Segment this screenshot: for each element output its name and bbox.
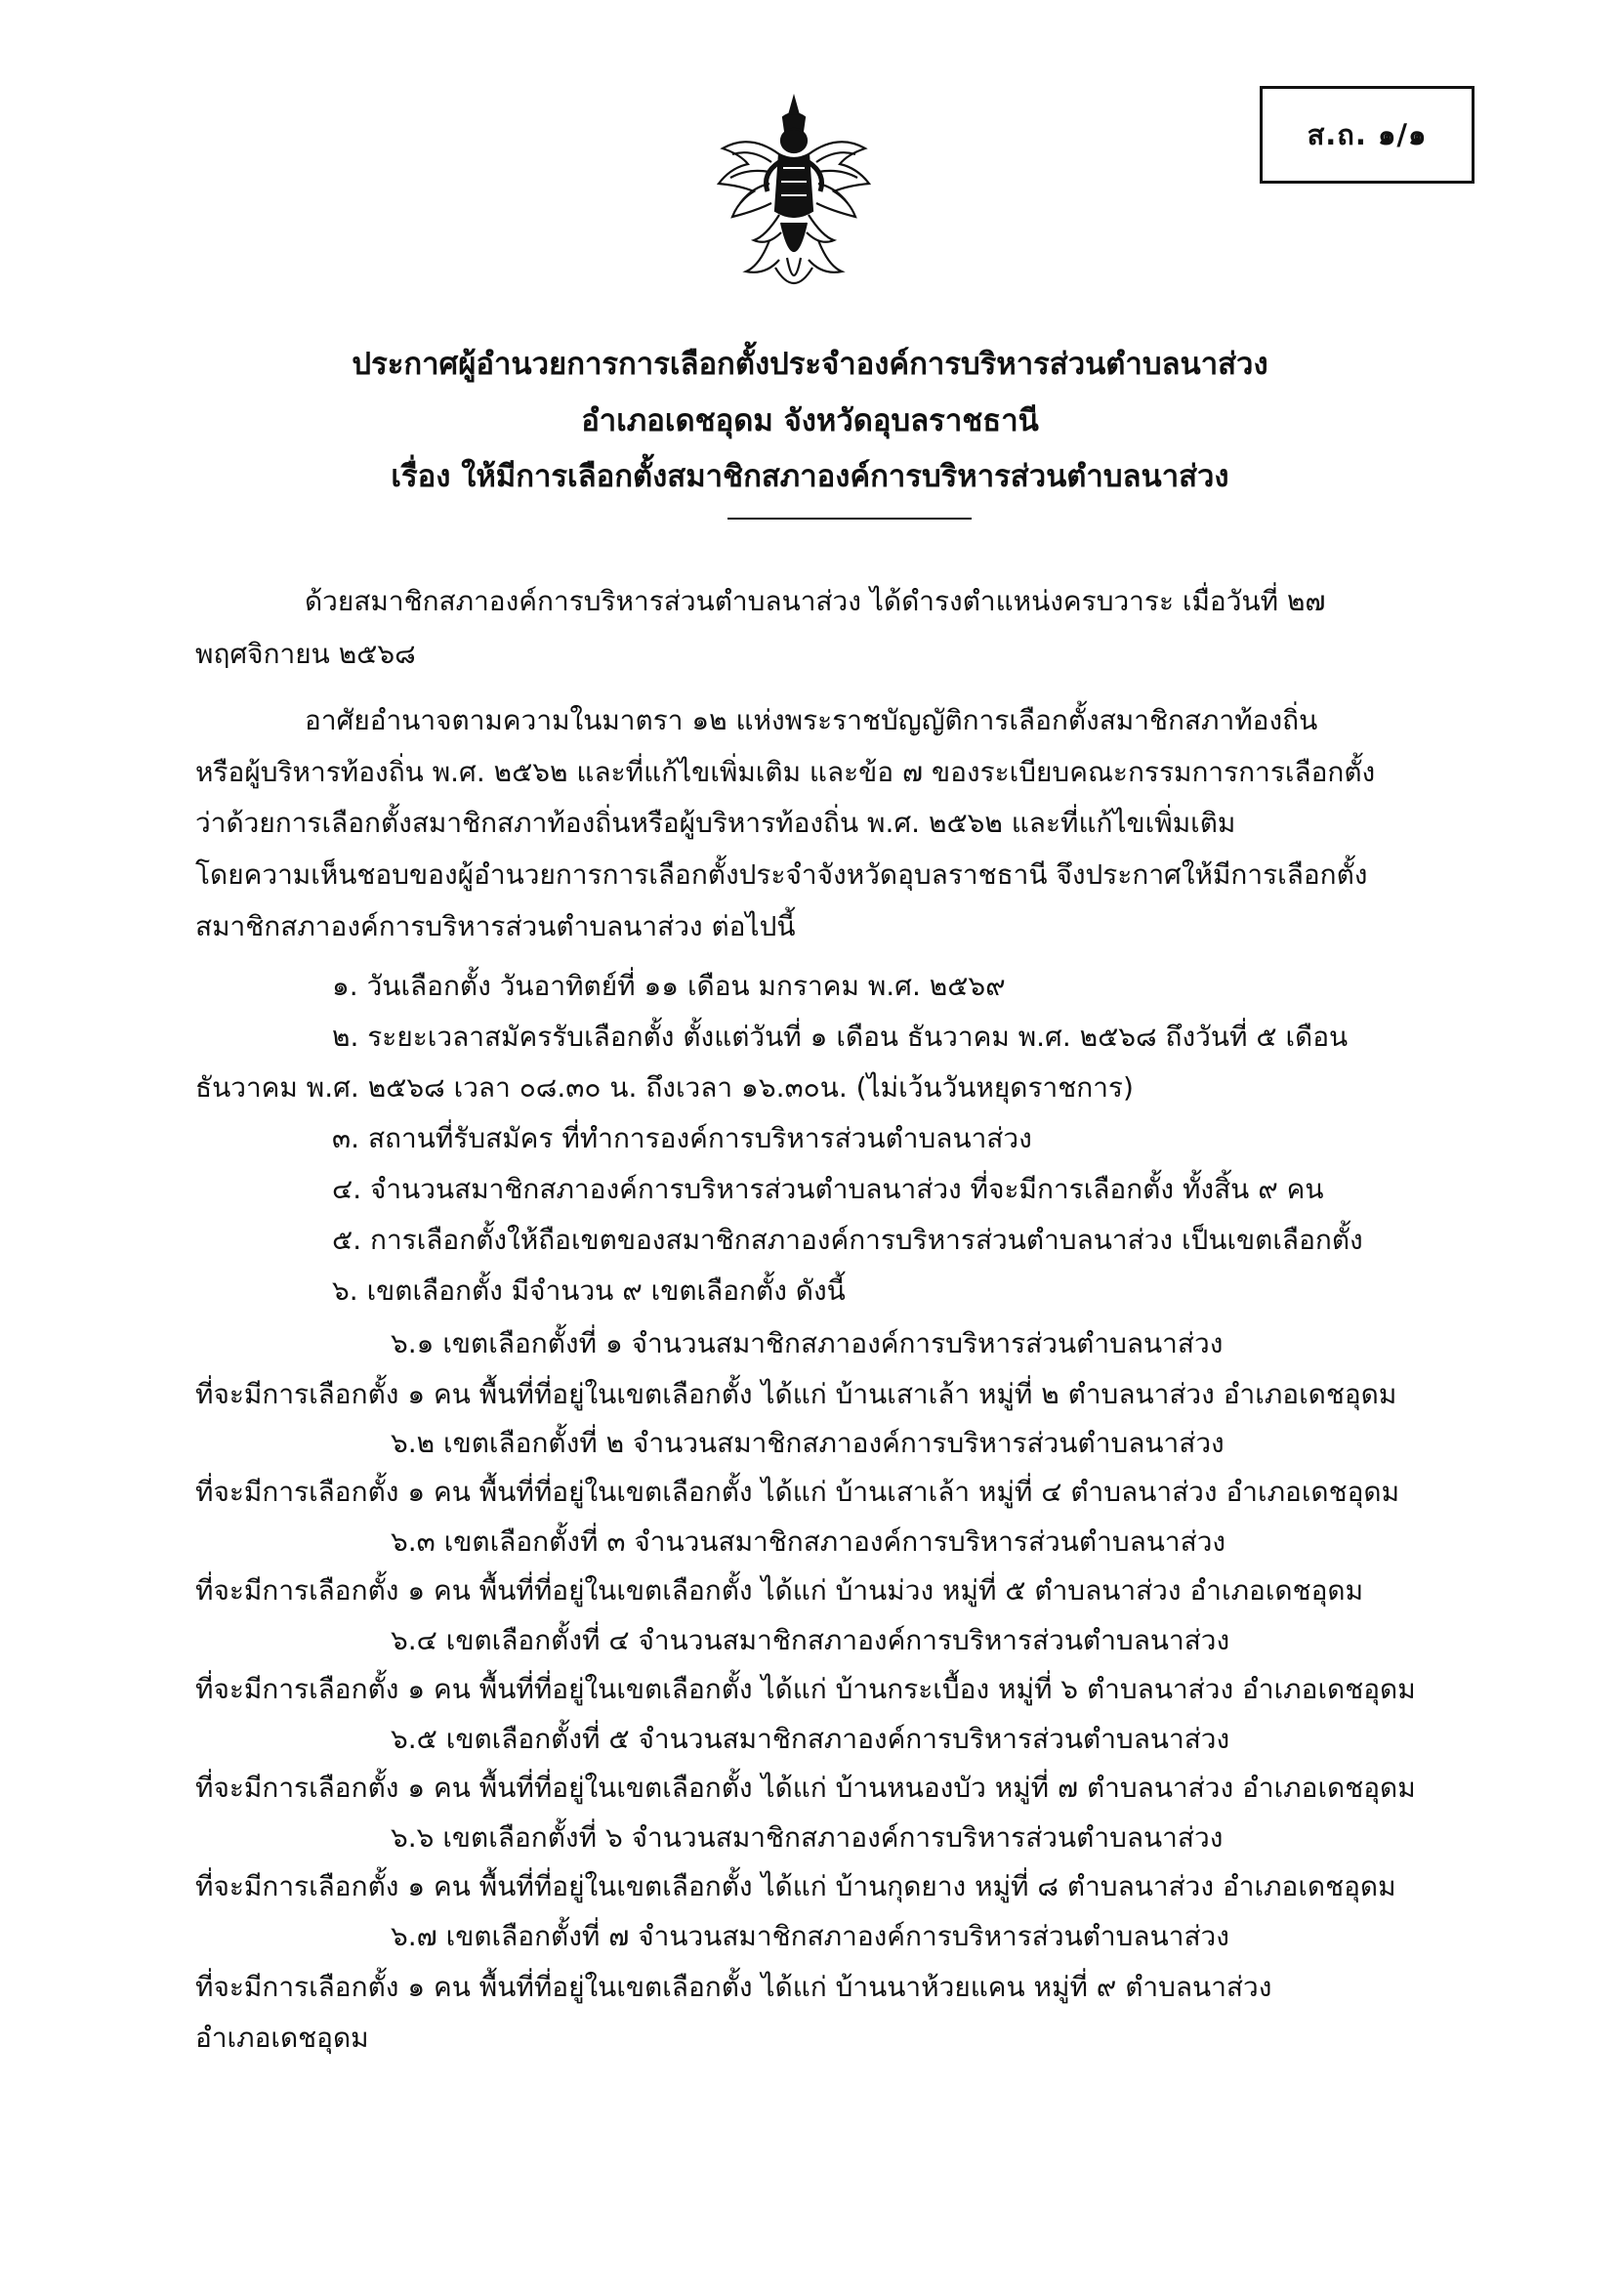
district-5-head: ๖.๕ เขตเลือกตั้งที่ ๕ จำนวนสมาชิกสภาองค์การบริหารส่วนตำบลนาส่วง (391, 1723, 1230, 1755)
para1-line-2: พฤศจิกายน ๒๕๖๘ (195, 638, 416, 670)
district-3-body: ที่จะมีการเลือกตั้ง ๑ คน พื้นที่ที่อยู่ในเขตเลือกตั้ง ได้แก่ บ้านม่วง หมู่ที่ ๕ ตำบลนาส่วง อำเภอเดชอุดม (195, 1574, 1364, 1607)
para2-line-4: โดยความเห็นชอบของผู้อำนวยการการเลือกตั้งประจำจังหวัดอุบลราชธานี จึงประกาศให้มีการเลือกตั้ง (195, 858, 1368, 891)
item-6-constituencies: ๖. เขตเลือกตั้ง มีจำนวน ๙ เขตเลือกตั้ง ดังนี้ (332, 1274, 846, 1307)
item-3-registration-place: ๓. สถานที่รับสมัคร ที่ทำการองค์การบริหารส่วนตำบลนาส่วง (332, 1122, 1032, 1154)
district-7-head: ๖.๗ เขตเลือกตั้งที่ ๗ จำนวนสมาชิกสภาองค์การบริหารส่วนตำบลนาส่วง (391, 1920, 1229, 1952)
announcement-title-subject: เรื่อง ให้มีการเลือกตั้งสมาชิกสภาองค์การบริหารส่วนตำบลนาส่วง (391, 459, 1229, 494)
district-4-body: ที่จะมีการเลือกตั้ง ๑ คน พื้นที่ที่อยู่ในเขตเลือกตั้ง ได้แก่ บ้านกระเบื้อง หมู่ที่ ๖ ตำบลนาส่วง อำเภอเดชอุดม (195, 1673, 1416, 1705)
district-7-body: ที่จะมีการเลือกตั้ง ๑ คน พื้นที่ที่อยู่ในเขตเลือกตั้ง ได้แก่ บ้านนาห้วยแคน หมู่ที่ ๙ ตำบลนาส่วง (195, 1971, 1272, 2003)
form-code: ส.ถ. ๑/๑ (1307, 118, 1428, 151)
form-code-box (1260, 86, 1475, 184)
district-4-head: ๖.๔ เขตเลือกตั้งที่ ๔ จำนวนสมาชิกสภาองค์การบริหารส่วนตำบลนาส่วง (391, 1624, 1230, 1656)
garuda-emblem-icon (711, 94, 877, 299)
announcement-title-line-1: ประกาศผู้อำนวยการการเลือกตั้งประจำองค์การบริหารส่วนตำบลนาส่วง (352, 347, 1268, 382)
district-7-body-cont: อำเภอเดชอุดม (195, 2022, 369, 2054)
district-2-body: ที่จะมีการเลือกตั้ง ๑ คน พื้นที่ที่อยู่ในเขตเลือกตั้ง ได้แก่ บ้านเสาเล้า หมู่ที่ ๔ ตำบลนาส่วง อำเภอเดชอุดม (195, 1476, 1400, 1508)
item-5-constituency-basis: ๕. การเลือกตั้งให้ถือเขตของสมาชิกสภาองค์การบริหารส่วนตำบลนาส่วง เป็นเขตเลือกตั้ง (332, 1224, 1363, 1256)
district-3-head: ๖.๓ เขตเลือกตั้งที่ ๓ จำนวนสมาชิกสภาองค์การบริหารส่วนตำบลนาส่วง (391, 1525, 1226, 1558)
item-1-election-day: ๑. วันเลือกตั้ง วันอาทิตย์ที่ ๑๑ เดือน มกราคม พ.ศ. ๒๕๖๙ (332, 970, 1006, 1002)
item-2-registration-period-cont: ธันวาคม พ.ศ. ๒๕๖๘ เวลา ๐๘.๓๐ น. ถึงเวลา ๑๖.๓๐น. (ไม่เว้นวันหยุดราชการ) (195, 1071, 1134, 1104)
district-6-body: ที่จะมีการเลือกตั้ง ๑ คน พื้นที่ที่อยู่ในเขตเลือกตั้ง ได้แก่ บ้านกุดยาง หมู่ที่ ๘ ตำบลนาส่วง อำเภอเดชอุดม (195, 1870, 1396, 1902)
para2-line-2: หรือผู้บริหารท้องถิ่น พ.ศ. ๒๕๖๒ และที่แก้ไขเพิ่มเติม และข้อ ๗ ของระเบียบคณะกรรมการการเลือกตั้ง (195, 756, 1376, 788)
para1-line-1: ด้วยสมาชิกสภาองค์การบริหารส่วนตำบลนาส่วง ได้ดำรงตำแหน่งครบวาระ เมื่อวันที่ ๒๗ (305, 585, 1326, 617)
district-1-head: ๖.๑ เขตเลือกตั้งที่ ๑ จำนวนสมาชิกสภาองค์การบริหารส่วนตำบลนาส่วง (391, 1327, 1224, 1359)
district-1-body: ที่จะมีการเลือกตั้ง ๑ คน พื้นที่ที่อยู่ในเขตเลือกตั้ง ได้แก่ บ้านเสาเล้า หมู่ที่ ๒ ตำบลนาส่วง อำเภอเดชอุดม (195, 1378, 1397, 1410)
para2-line-1: อาศัยอำนาจตามความในมาตรา ๑๒ แห่งพระราชบัญญัติการเลือกตั้งสมาชิกสภาท้องถิ่น (305, 704, 1318, 736)
district-5-body: ที่จะมีการเลือกตั้ง ๑ คน พื้นที่ที่อยู่ในเขตเลือกตั้ง ได้แก่ บ้านหนองบัว หมู่ที่ ๗ ตำบลนาส่วง อำเภอเดชอุดม (195, 1772, 1416, 1804)
item-4-member-count: ๔. จำนวนสมาชิกสภาองค์การบริหารส่วนตำบลนาส่วง ที่จะมีการเลือกตั้ง ทั้งสิ้น ๙ คน (332, 1173, 1324, 1205)
announcement-title-line-2: อำเภอเดชอุดม จังหวัดอุบลราชธานี (581, 403, 1039, 438)
title-divider (727, 518, 972, 520)
item-2-registration-period: ๒. ระยะเวลาสมัครรับเลือกตั้ง ตั้งแต่วันที่ ๑ เดือน ธันวาคม พ.ศ. ๒๕๖๘ ถึงวันที่ ๕ เดือน (332, 1021, 1349, 1053)
para2-line-5: สมาชิกสภาองค์การบริหารส่วนตำบลนาส่วง ต่อไปนี้ (195, 910, 796, 942)
district-2-head: ๖.๒ เขตเลือกตั้งที่ ๒ จำนวนสมาชิกสภาองค์การบริหารส่วนตำบลนาส่วง (391, 1427, 1225, 1459)
para2-line-3: ว่าด้วยการเลือกตั้งสมาชิกสภาท้องถิ่นหรือผู้บริหารท้องถิ่น พ.ศ. ๒๕๖๒ และที่แก้ไขเพิ่มเติม (195, 807, 1236, 839)
district-6-head: ๖.๖ เขตเลือกตั้งที่ ๖ จำนวนสมาชิกสภาองค์การบริหารส่วนตำบลนาส่วง (391, 1821, 1224, 1854)
